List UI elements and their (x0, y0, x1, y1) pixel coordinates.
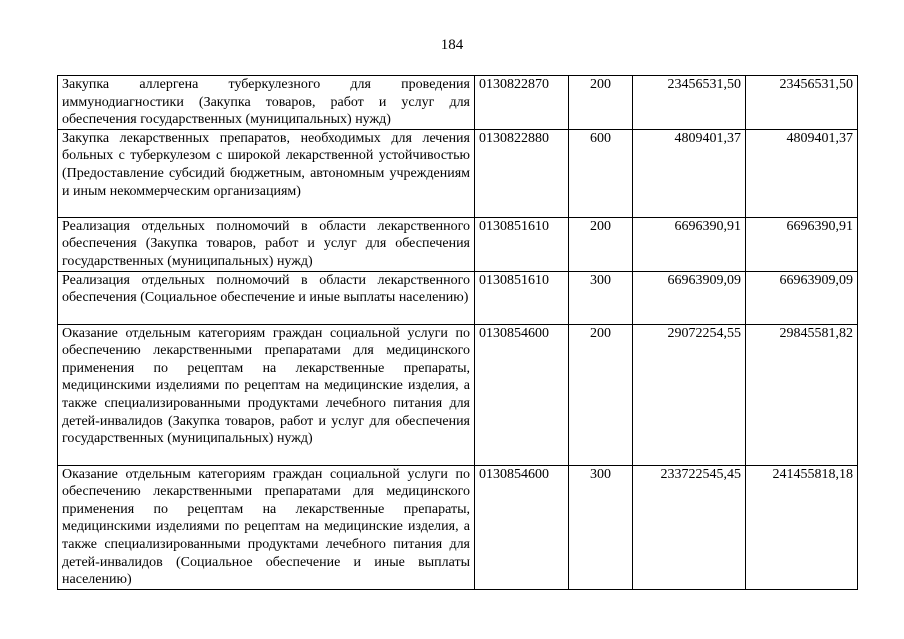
row-target-code: 0130851610 (475, 217, 569, 271)
row-amount-1: 4809401,37 (633, 129, 746, 217)
row-target-code: 0130854600 (475, 465, 569, 589)
row-expense-type: 300 (569, 465, 633, 589)
row-expense-type: 200 (569, 324, 633, 465)
page-number: 184 (440, 37, 464, 53)
row-amount-2: 241455818,18 (746, 465, 858, 589)
row-target-code: 0130851610 (475, 271, 569, 324)
row-target-code: 0130854600 (475, 324, 569, 465)
row-amount-2: 66963909,09 (746, 271, 858, 324)
row-description: Оказание отдельным категориям граждан социальной услуги по обеспечению лекарственными препаратами для медицинского применения по рецептам на лекарственные препараты, медицинскими изделиями по рецептам на медицинские изделия, а также специализированными продуктами лечебного питания для детей-инвалидов (Закупка товаров, работ и услуг для обеспечения государственных (муниципальных) нужд) (58, 324, 475, 465)
table-row (58, 217, 858, 271)
row-description: Оказание отдельным категориям граждан социальной услуги по обеспечению лекарственными препаратами для медицинского применения по рецептам на лекарственные препараты, медицинскими изделиями по рецептам на медицинские изделия, а также специализированными продуктами лечебного питания для детей-инвалидов (Социальное обеспечение и иные выплаты населению) (58, 465, 475, 589)
budget-table (57, 75, 858, 590)
row-expense-type: 300 (569, 271, 633, 324)
row-amount-2: 23456531,50 (746, 76, 858, 130)
row-amount-2: 29845581,82 (746, 324, 858, 465)
row-amount-1: 23456531,50 (633, 76, 746, 130)
row-amount-1: 233722545,45 (633, 465, 746, 589)
row-target-code: 0130822880 (475, 129, 569, 217)
row-description: Закупка лекарственных препаратов, необходимых для лечения больных с туберкулезом с широкой лекарственной устойчивостью (Предоставление субсидий бюджетным, автономным учреждениям и иным некоммерческим организациям) (58, 129, 475, 217)
table-row (58, 76, 858, 130)
row-amount-2: 4809401,37 (746, 129, 858, 217)
row-description: Реализация отдельных полномочий в области лекарственного обеспечения (Закупка товаров, работ и услуг для обеспечения государственных (муниципальных) нужд) (58, 217, 475, 271)
table-row (58, 324, 858, 465)
row-description: Реализация отдельных полномочий в области лекарственного обеспечения (Социальное обеспечение и иные выплаты населению) (58, 271, 475, 324)
row-expense-type: 200 (569, 217, 633, 271)
row-description: Закупка аллергена туберкулезного для проведения иммунодиагностики (Закупка товаров, работ и услуг для обеспечения государственных (муниципальных) нужд) (58, 76, 475, 130)
row-amount-2: 6696390,91 (746, 217, 858, 271)
table-row (58, 129, 858, 217)
row-expense-type: 600 (569, 129, 633, 217)
row-amount-1: 29072254,55 (633, 324, 746, 465)
table-row (58, 465, 858, 589)
row-amount-1: 6696390,91 (633, 217, 746, 271)
row-amount-1: 66963909,09 (633, 271, 746, 324)
row-target-code: 0130822870 (475, 76, 569, 130)
table-row (58, 271, 858, 324)
row-expense-type: 200 (569, 76, 633, 130)
